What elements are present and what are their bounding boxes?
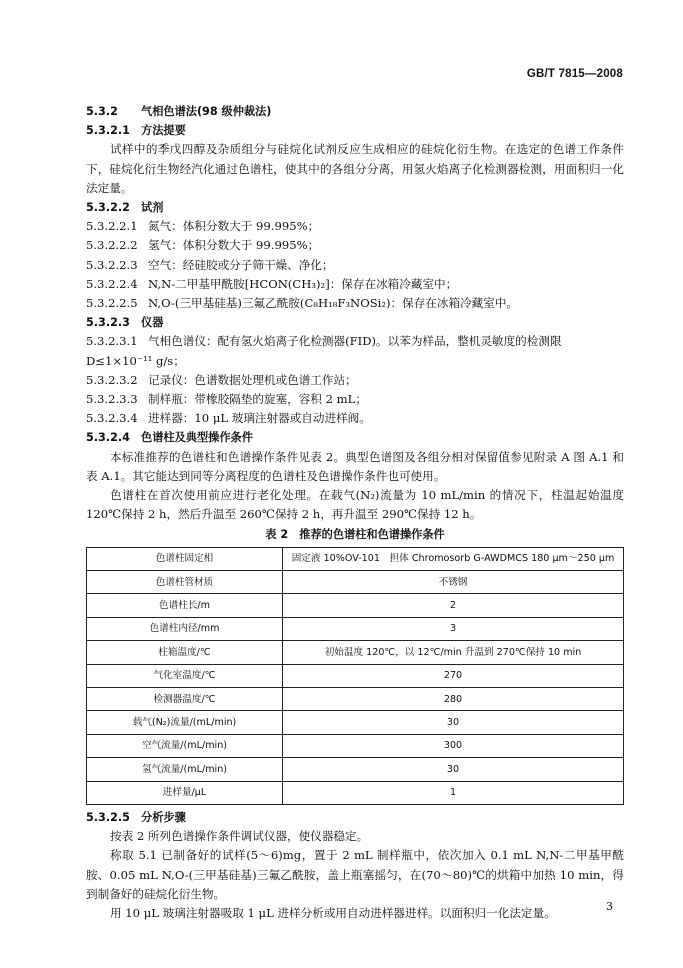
- item-text: 制样瓶：带橡胶隔垫的旋塞，容积 2 mL；: [148, 392, 367, 407]
- section-title: 试剂: [141, 201, 164, 215]
- section-title: 分析步骤: [141, 810, 186, 824]
- standard-number: GB/T 7815—2008: [526, 68, 623, 80]
- page-content: [86, 102, 624, 923]
- item-number: 5.3.2.3.4: [86, 411, 138, 426]
- steps-paragraph: 称取 5.1 已制备好的试样(5～6)mg，置于 2 mL 制样瓶中，依次加入 0.1 mL N,N-二甲基甲酰胺、0.05 mL N,O-(三甲基硅基)三氟乙酰胺，盖上瓶塞摇匀，在(70～80)℃的烘箱中加热 10 min，得到制备好的硅烷化衍生物。: [86, 848, 624, 901]
- table-cell-label: 柱箱温度/℃: [87, 641, 283, 664]
- section-number: 5.3.2.2: [86, 201, 130, 215]
- table-row: [87, 617, 624, 640]
- table-cell-value: 300: [283, 734, 624, 757]
- instrument-item: [86, 332, 624, 351]
- section-heading-5-3-2-5: [86, 808, 624, 827]
- section-title: 仪器: [141, 316, 164, 330]
- steps-paragraph: 用 10 μL 玻璃注射器吸取 1 μL 进样分析或用自动进样器进样。以面积归一化法定量。: [110, 905, 556, 920]
- item-text: 记录仪：色谱数据处理机或色谱工作站；: [148, 372, 357, 387]
- table-caption: 表 2 推荐的色谱柱和色谱操作条件: [265, 528, 445, 542]
- item-number: 5.3.2.2.3: [86, 257, 138, 272]
- item-text: 进样器：10 μL 玻璃注射器或自动进样阀。: [148, 411, 371, 426]
- item-text: N,O-(三甲基硅基)三氟乙酰胺(C₈H₁₈F₃NOSi₂)：保存在冰箱冷藏室中。: [148, 296, 519, 311]
- item-number: 5.3.2.3.2: [86, 372, 138, 387]
- item-text: 空气：经硅胶或分子筛干燥、净化；: [148, 257, 334, 272]
- table-row: [87, 547, 624, 570]
- table-cell-value: 30: [283, 711, 624, 734]
- table-row: [87, 734, 624, 757]
- item-number: 5.3.2.2.2: [86, 238, 138, 253]
- item-number: 5.3.2.3.3: [86, 392, 138, 407]
- reagent-item: [86, 294, 624, 313]
- table-cell-value: 2: [283, 594, 624, 617]
- instrument-item: [86, 409, 624, 428]
- section-number: 5.3.2.3: [86, 316, 130, 330]
- section-heading-5-3-2: [86, 102, 624, 121]
- section-number: 5.3.2.1: [86, 124, 130, 138]
- table-cell-value: 1: [283, 781, 624, 804]
- table-row: [87, 711, 624, 734]
- steps-paragraph: 按表 2 所列色谱操作条件调试仪器，使仪器稳定。: [110, 829, 369, 844]
- page-number: 3: [606, 900, 613, 913]
- principle-paragraph: 试样中的季戊四醇及杂质组分与硅烷化试剂反应生成相应的硅烷化衍生物。在选定的色谱工作条件下，硅烷化衍生物经汽化通过色谱柱，使其中的各组分分离，用氢火焰离子化检测器检测，用面积归一化法定量。: [86, 142, 624, 195]
- section-heading-5-3-2-1: [86, 121, 624, 140]
- section-title: 色谱柱及典型操作条件: [141, 431, 253, 445]
- instrument-item: [86, 390, 624, 409]
- table-cell-label: 气化室温度/℃: [87, 664, 283, 687]
- instrument-item-continuation: D≤1×10⁻¹¹ g/s；: [86, 353, 185, 368]
- table-cell-value: 280: [283, 688, 624, 711]
- table-cell-value: 不锈钢: [283, 571, 624, 594]
- item-number: 5.3.2.2.4: [86, 276, 138, 291]
- table-cell-label: 色谱柱管材质: [87, 571, 283, 594]
- column-paragraph: 本标准推荐的色谱柱和色谱操作条件见表 2。典型色谱图及各组分相对保留值参见附录 A 图 A.1 和表 A.1。其它能达到同等分离程度的色谱柱及色谱操作条件也可使用。: [86, 449, 624, 483]
- table-cell-label: 检测器温度/℃: [87, 688, 283, 711]
- table-cell-label: 色谱柱长/m: [87, 594, 283, 617]
- item-text: N,N-二甲基甲酰胺[HCON(CH₃)₂]：保存在冰箱冷藏室中；: [148, 276, 458, 291]
- item-number: 5.3.2.3.1: [86, 334, 138, 349]
- table-row: [87, 781, 624, 804]
- column-aging-paragraph: 色谱柱在首次使用前应进行老化处理。在载气(N₂)流量为 10 mL/min 的情况下，柱温起始温度 120℃保持 2 h，然后升温至 260℃保持 2 h，再升温至 290℃保持 12 h。: [86, 488, 624, 522]
- reagent-item: [86, 217, 624, 236]
- section-number: 5.3.2: [86, 105, 118, 118]
- table-cell-value: 30: [283, 758, 624, 781]
- table-cell-value: 270: [283, 664, 624, 687]
- table-cell-label: 色谱柱固定相: [87, 547, 283, 570]
- table-cell-label: 进样量/μL: [87, 781, 283, 804]
- table-row: [87, 571, 624, 594]
- table-cell-label: 色谱柱内径/mm: [87, 617, 283, 640]
- table-row: [87, 688, 624, 711]
- conditions-table: [86, 547, 624, 805]
- table-cell-label: 载气(N₂)流量/(mL/min): [87, 711, 283, 734]
- section-number: 5.3.2.5: [86, 810, 130, 824]
- section-heading-5-3-2-3: [86, 313, 624, 332]
- table-cell-value: 3: [283, 617, 624, 640]
- table-row: [87, 758, 624, 781]
- reagent-item: [86, 275, 624, 294]
- table-row: [87, 594, 624, 617]
- item-text: 氢气：体积分数大于 99.995%；: [148, 238, 320, 253]
- reagent-item: [86, 256, 624, 275]
- table-cell-label: 氢气流量/(mL/min): [87, 758, 283, 781]
- reagent-item: [86, 236, 624, 255]
- section-title: 气相色谱法(98 级仲裁法): [141, 105, 272, 118]
- table-cell-value: 固定液 10%OV-101 担体 Chromosorb G-AWDMCS 180 μm～250 μm: [283, 547, 624, 570]
- item-number: 5.3.2.2.5: [86, 296, 138, 311]
- item-text: 氮气：体积分数大于 99.995%；: [148, 219, 320, 234]
- section-number: 5.3.2.4: [86, 431, 130, 445]
- instrument-item: [86, 371, 624, 390]
- table-row: [87, 664, 624, 687]
- item-text: 气相色谱仪：配有氢火焰离子化检测器(FID)。以苯为样品，整机灵敏度的检测限: [148, 334, 562, 349]
- table-cell-label: 空气流量/(mL/min): [87, 734, 283, 757]
- section-heading-5-3-2-2: [86, 198, 624, 217]
- table-cell-value: 初始温度 120℃，以 12℃/min 升温到 270℃保持 10 min: [283, 641, 624, 664]
- section-heading-5-3-2-4: [86, 428, 624, 447]
- table-row: [87, 641, 624, 664]
- section-title: 方法提要: [141, 124, 186, 138]
- item-number: 5.3.2.2.1: [86, 219, 138, 234]
